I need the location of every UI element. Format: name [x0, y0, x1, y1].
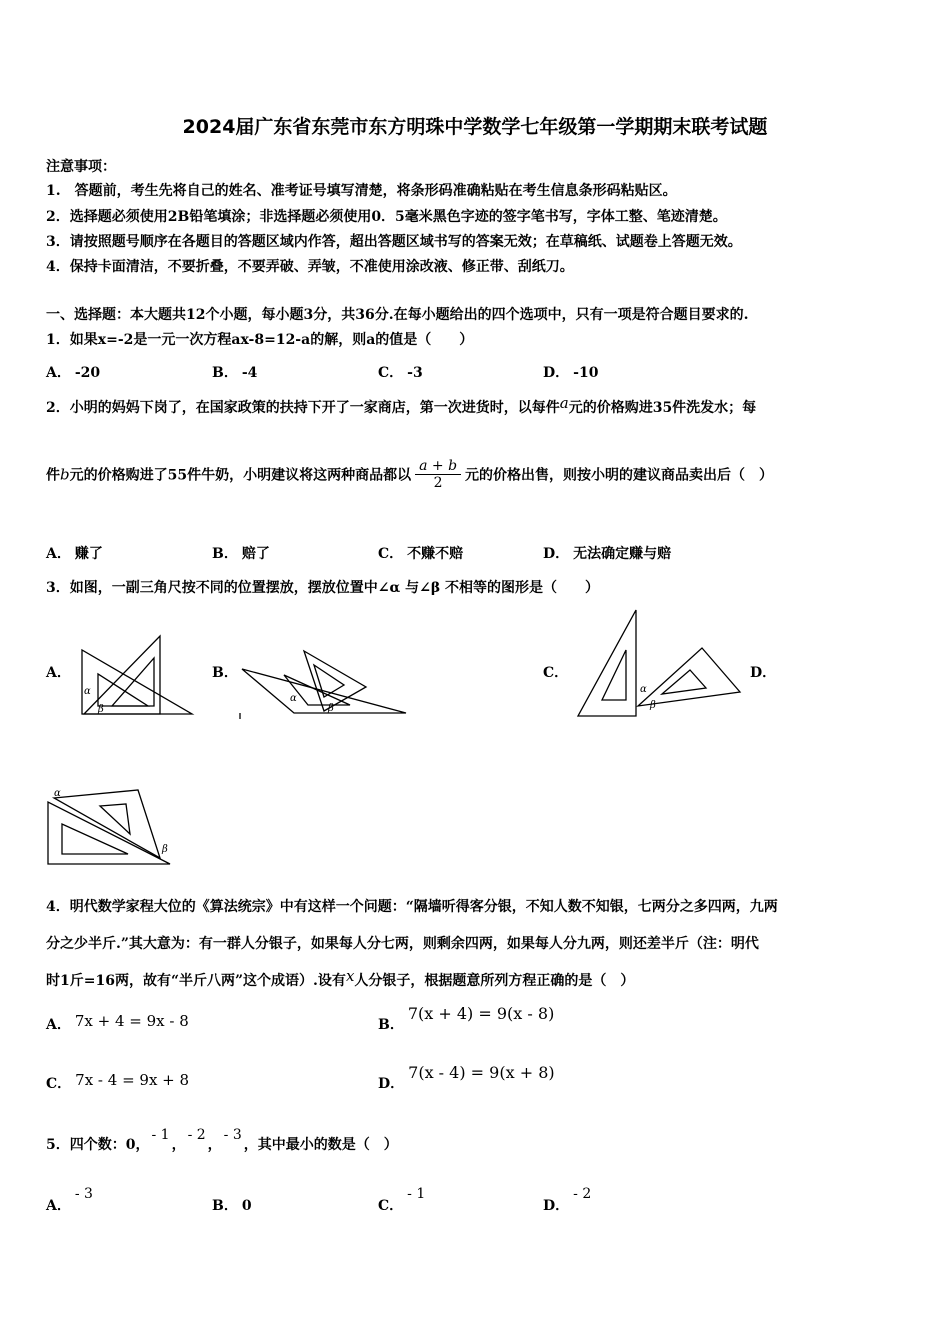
q4-line-3	[46, 967, 635, 990]
q2-option-b	[212, 543, 270, 563]
q2-option-d	[543, 543, 671, 563]
alpha-label: α	[640, 684, 647, 695]
q3-stem: 3．如图，一副三角尺按不同的位置摆放，摆放位置中∠α 与∠β 不相等的图形是（ ）	[46, 580, 600, 596]
option-label: A．	[46, 1198, 71, 1214]
option-number: - 1	[407, 1186, 426, 1202]
option-text: -20	[74, 365, 101, 381]
ruler-cutout	[602, 650, 626, 700]
option-label: C．	[378, 365, 404, 381]
option-label: A．	[46, 1017, 71, 1033]
triangle-ruler	[304, 651, 366, 711]
option-label: D．	[378, 1076, 405, 1092]
q2-option-a	[46, 543, 103, 563]
q5-text: ，	[171, 1137, 186, 1153]
q2-line-2	[46, 458, 773, 491]
number-neg-2: - 2	[187, 1127, 206, 1143]
q4-line-2: 分之少半斤.”其大意为：有一群人分银子，如果每人分七两，则剩余四两，如果每人分九两，则还差半斤（注：明代	[46, 936, 759, 952]
triangle-ruler	[242, 669, 406, 713]
q4-option-a	[46, 1014, 189, 1034]
q2-option-c	[378, 543, 463, 563]
q3-figure-d	[42, 786, 180, 868]
option-text: -3	[407, 365, 423, 381]
option-label: B．	[212, 1198, 238, 1214]
q5-option-d	[543, 1186, 592, 1215]
q5-stem	[46, 1127, 398, 1154]
option-text: 赔了	[241, 546, 270, 562]
section-heading: 一、选择题：本大题共12个小题，每小题3分，共36分.在每小题给出的四个选项中，只有一项是符合题目要求的.	[46, 307, 749, 323]
option-label: B．	[378, 1017, 404, 1033]
option-equation: 7(x - 4) = 9(x + 8)	[408, 1063, 555, 1082]
option-label: A．	[46, 546, 71, 562]
option-text: 赚了	[74, 546, 103, 562]
option-text: -10	[573, 365, 599, 381]
q4-text: 人分银子，根据题意所列方程正确的是（ ）	[354, 973, 635, 989]
option-number: - 3	[74, 1186, 93, 1202]
option-equation: 7(x + 4) = 9(x - 8)	[407, 1004, 555, 1023]
q4-text: 时1斤=16两，故有“半斤八两”这个成语）.设有	[46, 973, 346, 989]
option-text: -4	[241, 365, 258, 381]
q1-option-d	[543, 362, 598, 382]
q2-text: 元的价格出售，则按小明的建议商品卖出后（ ）	[465, 467, 774, 484]
q3-label-b: B．	[212, 665, 238, 681]
fraction-denominator: 2	[433, 475, 443, 491]
triangle-ruler	[638, 648, 740, 706]
q3-label-c: C．	[543, 665, 569, 681]
option-label: D．	[543, 546, 570, 562]
beta-label: β	[98, 704, 104, 715]
ruler-cutout	[62, 824, 128, 854]
alpha-label: α	[290, 693, 297, 704]
option-text: 无法确定赚与赔	[573, 546, 672, 562]
option-label: B．	[212, 365, 238, 381]
beta-label: β	[328, 703, 334, 714]
ruler-cutout	[98, 674, 148, 706]
q5-option-b	[212, 1195, 252, 1215]
q4-option-d	[378, 1063, 555, 1093]
beta-label: β	[162, 844, 168, 855]
option-equation: 7x + 4 = 9x - 8	[74, 1012, 189, 1030]
q4-line-1: 4．明代数学家程大位的《算法统宗》中有这样一个问题：“隔墙听得客分银，不知人数不知银，七两分之多四两，九两	[46, 899, 778, 915]
option-label: D．	[543, 1198, 570, 1214]
q4-option-b	[378, 1004, 555, 1034]
notice-item-2: 2．选择题必须使用2B铅笔填涂；非选择题必须使用0．5毫米黑色字迹的签字笔书写，字体工整、笔迹清楚。	[46, 209, 727, 225]
var-x: x	[345, 967, 355, 985]
option-number: 0	[241, 1198, 252, 1214]
option-label: A．	[46, 365, 71, 381]
q3-figure-c	[574, 606, 744, 718]
notice-item-1: 1. 答题前，考生先将自己的姓名、准考证号填写清楚，将条形码准确粘贴在考生信息条形码粘贴区。	[46, 183, 677, 199]
q1-stem: 1．如果x=-2是一元一次方程ax-8=12-a的解，则a的值是（ ）	[46, 332, 474, 348]
alpha-label: α	[54, 788, 61, 799]
q5-text: ，	[207, 1137, 222, 1153]
q2-text: 2．小明的妈妈下岗了，在国家政策的扶持下开了一家商店，第一次进货时，以每件	[46, 400, 560, 416]
ruler-cutout	[112, 658, 154, 706]
number-neg-1: - 1	[151, 1127, 170, 1143]
option-label: C．	[378, 1198, 404, 1214]
beta-label: β	[650, 700, 656, 711]
option-text: 不赚不赔	[407, 546, 464, 562]
q4-option-c	[46, 1073, 189, 1093]
notice-item-4: 4．保持卡面清洁，不要折叠，不要弄破、弄皱，不准使用涂改液、修正带、刮纸刀。	[46, 259, 574, 275]
q2-text: 元的价格购进35件洗发水；每	[568, 400, 757, 416]
option-number: - 2	[573, 1186, 592, 1202]
option-label: C．	[46, 1076, 72, 1092]
triangle-ruler	[84, 636, 160, 714]
notice-heading: 注意事项：	[46, 159, 116, 175]
page-title: 2024届广东省东莞市东方明珠中学数学七年级第一学期期末联考试题	[182, 116, 768, 138]
fraction-a-plus-b-over-2	[415, 458, 461, 491]
q1-option-a	[46, 362, 100, 382]
number-neg-3: - 3	[223, 1127, 242, 1143]
q1-option-b	[212, 362, 257, 382]
option-label: D．	[543, 365, 570, 381]
q3-label-d: D．	[750, 665, 777, 681]
alpha-label: α	[84, 686, 91, 697]
var-a: a	[559, 394, 569, 412]
triangle-ruler	[54, 790, 160, 858]
ruler-cutout	[100, 804, 130, 834]
var-b: b	[60, 465, 70, 484]
option-equation: 7x - 4 = 9x + 8	[75, 1071, 190, 1089]
q3-label-a: A．	[46, 665, 71, 681]
q5-text: 5．四个数：0，	[46, 1137, 150, 1153]
ruler-cutout	[662, 670, 706, 694]
q1-option-c	[378, 362, 423, 382]
q2-text: 件	[46, 467, 60, 484]
q5-text: ，其中最小的数是（ ）	[243, 1137, 398, 1153]
q5-option-a	[46, 1186, 93, 1215]
q3-figure-a	[76, 632, 196, 718]
notice-item-3: 3．请按照题号顺序在各题目的答题区域内作答，超出答题区域书写的答案无效；在草稿纸、试题卷上答题无效。	[46, 234, 742, 250]
q5-option-c	[378, 1186, 426, 1215]
option-label: C．	[378, 546, 404, 562]
q2-text: 元的价格购进了55件牛奶，小明建议将这两种商品都以	[69, 467, 412, 484]
q3-figure-b	[234, 647, 410, 723]
q2-line-1	[46, 394, 757, 417]
option-label: B．	[212, 546, 238, 562]
fraction-numerator: a + b	[415, 458, 461, 475]
